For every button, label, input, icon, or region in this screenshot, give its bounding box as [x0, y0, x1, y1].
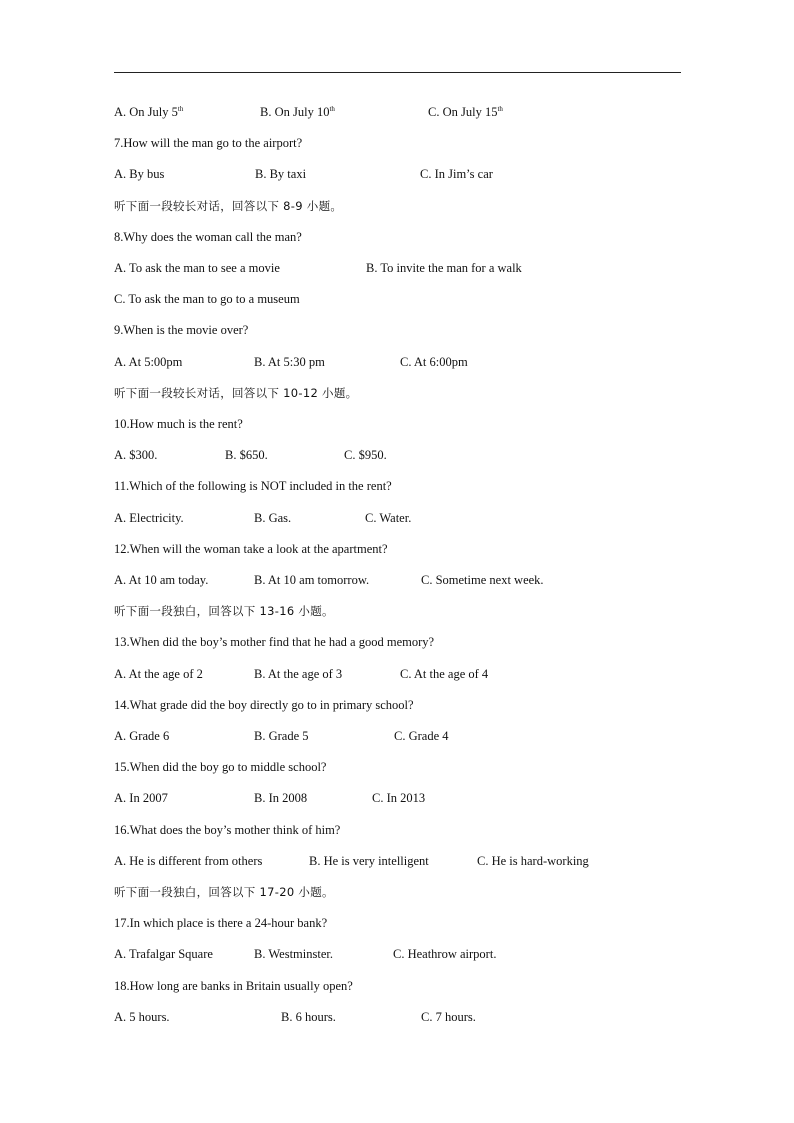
question	[114, 540, 714, 558]
option-text: C. He is hard-working	[477, 853, 589, 868]
answer-option	[400, 665, 488, 683]
answer-option	[254, 509, 291, 527]
answer-option	[477, 852, 589, 870]
answer-option	[309, 852, 429, 870]
option-text: A. Trafalgar Square	[114, 947, 213, 962]
question	[114, 415, 714, 433]
answer-option	[254, 665, 342, 683]
question-text: 12.When will the woman take a look at the apartment?	[114, 541, 388, 556]
option-text: B. At 5:30 pm	[254, 354, 325, 369]
answer-option	[281, 1008, 336, 1026]
question-text: 10.How much is the rent?	[114, 417, 243, 431]
option-text: A. He is different from others	[114, 853, 263, 868]
option-text: C. To ask the man to go to a museum	[114, 292, 300, 307]
answer-option	[114, 259, 280, 277]
option-text: C. Heathrow airport.	[393, 947, 497, 962]
answer-option	[114, 1008, 170, 1026]
question	[114, 134, 714, 152]
answer-option	[394, 727, 449, 745]
answer-option	[225, 446, 268, 464]
answer-option	[114, 353, 182, 371]
question-text: 16.What does the boy’s mother think of him?	[114, 822, 341, 837]
option-text: A. To ask the man to see a movie	[114, 261, 280, 275]
option-text: B. Gas.	[254, 510, 292, 525]
answer-option	[114, 509, 184, 527]
instruction-text: 听下面一段较长对话，回答以下 8-9 小题。	[114, 198, 343, 213]
answer-option	[254, 945, 333, 963]
option-text: A. $300.	[114, 448, 158, 463]
options-row	[114, 1008, 714, 1026]
question	[114, 321, 714, 339]
option-text: B. In 2008	[254, 791, 308, 806]
option-text: A. At 10 am today.	[114, 573, 209, 587]
options-row	[114, 727, 714, 745]
option-text: B. 6 hours.	[281, 1009, 336, 1024]
options-row	[114, 789, 714, 807]
answer-option	[372, 789, 425, 807]
header-rule	[114, 72, 681, 73]
answer-option	[114, 945, 213, 963]
option-text: C. In 2013	[372, 791, 426, 806]
question-text: 15.When did the boy go to middle school?	[114, 760, 327, 775]
ordinal-suffix: th	[329, 104, 335, 113]
instruction-text: 听下面一段独白，回答以下 13-16 小题。	[114, 604, 334, 619]
section-instruction	[114, 197, 714, 215]
options-row	[114, 259, 714, 277]
option-text: B. Westminster.	[254, 947, 333, 962]
option-text: C. Grade 4	[394, 729, 449, 743]
option-text: A. In 2007	[114, 791, 168, 806]
options-row	[114, 852, 714, 870]
answer-option	[114, 665, 203, 683]
options-row	[114, 165, 714, 183]
options-row	[114, 665, 714, 683]
options-row	[114, 571, 714, 589]
answer-option	[421, 571, 544, 589]
section-instruction	[114, 883, 714, 901]
question-text: 9.When is the movie over?	[114, 323, 249, 338]
question	[114, 696, 714, 714]
question	[114, 477, 714, 495]
answer-option	[344, 446, 387, 464]
section-instruction	[114, 384, 714, 402]
question	[114, 977, 714, 995]
option-text: C. Water.	[365, 510, 412, 525]
question-text: 14.What grade did the boy directly go to in primary school?	[114, 697, 414, 712]
option-text: B. To invite the man for a walk	[366, 261, 522, 275]
options-row	[114, 353, 714, 371]
answer-option	[421, 1008, 476, 1026]
option-text: B. At 10 am tomorrow.	[254, 573, 370, 587]
answer-option	[114, 852, 262, 870]
question	[114, 821, 714, 839]
options-row	[114, 945, 714, 963]
option-text: B. Grade 5	[254, 729, 309, 743]
option-text: A. Electricity.	[114, 510, 184, 525]
question-text: 17.In which place is there a 24-hour bank?	[114, 916, 328, 931]
answer-option	[366, 259, 522, 277]
ordinal-suffix: th	[177, 104, 184, 113]
option-text: C. In Jim’s car	[420, 167, 493, 182]
answer-option	[254, 571, 369, 589]
option-text: A. Grade 6	[114, 729, 170, 743]
option-text: A. At the age of 2	[114, 666, 203, 681]
options-row	[114, 446, 714, 464]
answer-option	[365, 509, 411, 527]
answer-option	[254, 727, 309, 745]
ordinal-suffix: th	[497, 104, 503, 113]
option-text: B. At the age of 3	[254, 666, 343, 681]
options-row	[114, 103, 714, 121]
answer-option	[254, 353, 325, 371]
answer-option	[393, 945, 496, 963]
option-text: A. By bus	[114, 167, 165, 182]
question-text: 18.How long are banks in Britain usually open?	[114, 978, 353, 993]
answer-option	[114, 165, 164, 183]
answer-option	[400, 353, 468, 371]
answer-option	[255, 165, 306, 183]
question-text: 13.When did the boy’s mother find that he had a good memory?	[114, 635, 435, 650]
answer-option	[420, 165, 493, 183]
option-text: C. 7 hours.	[421, 1009, 476, 1024]
question-text: 7.How will the man go to the airport?	[114, 136, 303, 151]
answer-option	[254, 789, 307, 807]
option-text: C. On July 15	[428, 105, 498, 119]
option-text: A. On July 5	[114, 105, 178, 119]
option-text: B. On July 10	[260, 105, 330, 119]
option-text: C. At 6:00pm	[400, 354, 468, 369]
question-text: 8.Why does the woman call the man?	[114, 229, 302, 244]
option-text: B. $650.	[225, 448, 268, 463]
instruction-text: 听下面一段独白，回答以下 17-20 小题。	[114, 885, 334, 899]
option-text: B. By taxi	[255, 167, 307, 182]
option-text: C. Sometime next week.	[421, 573, 544, 587]
options-row	[114, 290, 714, 308]
option-text: B. He is very intelligent	[309, 853, 429, 868]
options-row	[114, 509, 714, 527]
question	[114, 758, 714, 776]
question	[114, 633, 714, 651]
section-instruction	[114, 602, 714, 620]
option-text: C. $950.	[344, 448, 387, 463]
answer-option	[260, 103, 335, 121]
answer-option	[428, 103, 503, 121]
option-text: A. 5 hours.	[114, 1009, 170, 1024]
answer-option	[114, 103, 183, 121]
instruction-text: 听下面一段较长对话，回答以下 10-12 小题。	[114, 385, 358, 400]
question-text: 11.Which of the following is NOT included in the rent?	[114, 479, 392, 494]
question	[114, 228, 714, 246]
answer-option	[114, 727, 169, 745]
answer-option	[114, 571, 208, 589]
option-text: A. At 5:00pm	[114, 354, 183, 369]
option-text: C. At the age of 4	[400, 666, 489, 681]
answer-option	[114, 446, 157, 464]
question	[114, 914, 714, 932]
answer-option	[114, 290, 300, 308]
answer-option	[114, 789, 168, 807]
